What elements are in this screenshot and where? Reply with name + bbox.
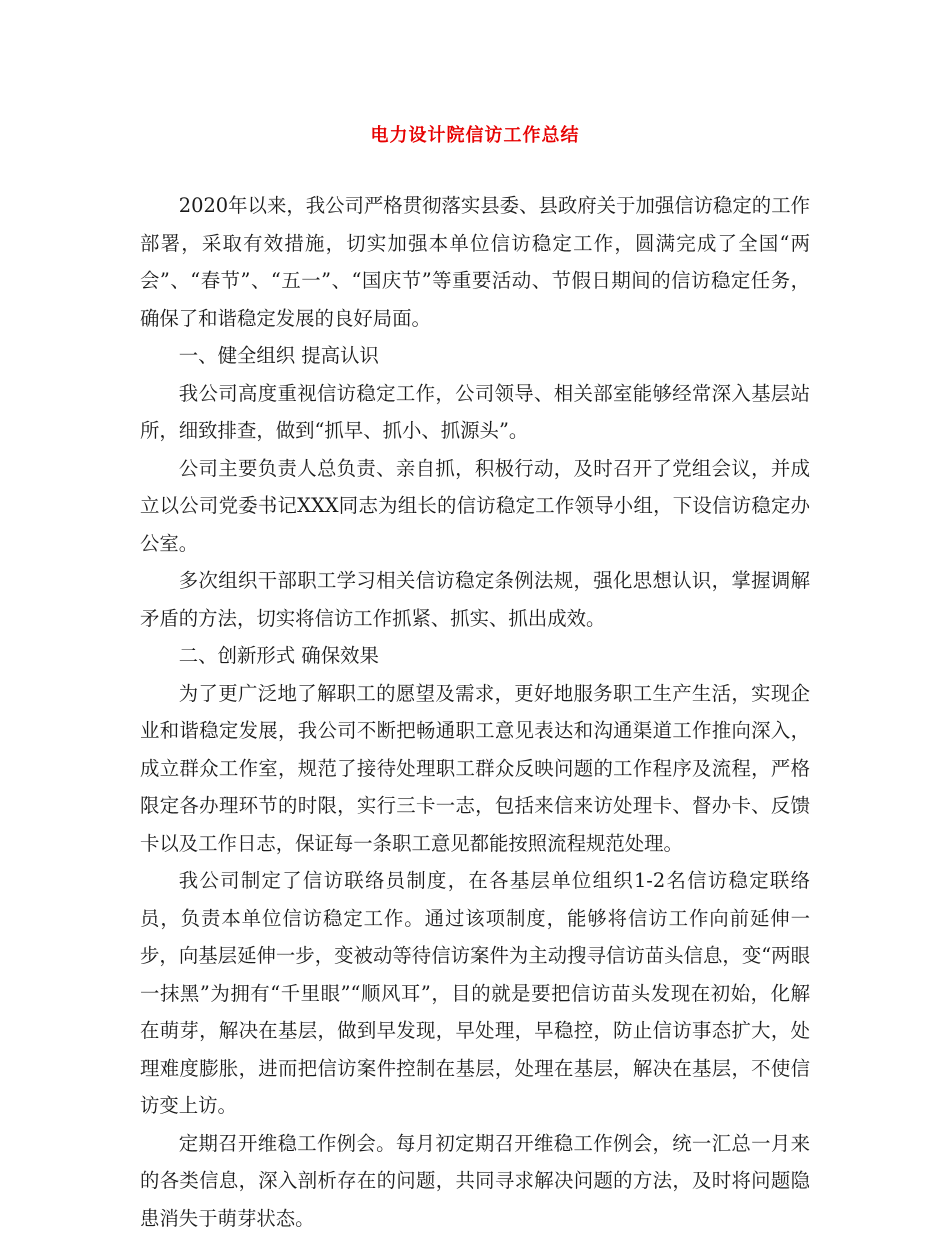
document-title: 电力设计院信访工作总结 (0, 121, 950, 147)
paragraph: 为了更广泛地了解职工的愿望及需求，更好地服务职工生产生活，实现企业和谐稳定发展，我公司不断把畅通职工意见表达和沟通渠道工作推向深入，成立群众工作室，规范了接待处理职工群众反映问题的工作程序及流程，严格限定各办理环节的时限，实行三卡一志，包括来信来访处理卡、督办卡、反馈卡以及工作日志，保证每一条职工意见都能按照流程规范处理。 (140, 675, 810, 863)
section-heading-2: 二、创新形式 确保效果 (140, 637, 810, 675)
section-heading-1: 一、健全组织 提高认识 (140, 337, 810, 375)
paragraph: 公司主要负责人总负责、亲自抓，积极行动，及时召开了党组会议，并成立以公司党委书记XXX同志为组长的信访稳定工作领导小组，下设信访稳定办公室。 (140, 450, 810, 563)
paragraph: 定期召开维稳工作例会。每月初定期召开维稳工作例会，统一汇总一月来的各类信息，深入剖析存在的问题，共同寻求解决问题的方法，及时将问题隐患消失于萌芽状态。 (140, 1125, 810, 1237)
paragraph: 我公司制定了信访联络员制度，在各基层单位组织1-2名信访稳定联络员，负责本单位信访稳定工作。通过该项制度，能够将信访工作向前延伸一步，向基层延伸一步，变被动等待信访案件为主动搜寻信访苗头信息，变“两眼一抹黑”为拥有“千里眼”“顺风耳”，目的就是要把信访苗头发现在初始，化解在萌芽，解决在基层，做到早发现，早处理，早稳控，防止信访事态扩大，处理难度膨胀，进而把信访案件控制在基层，处理在基层，解决在基层，不使信访变上访。 (140, 862, 810, 1125)
paragraph: 多次组织干部职工学习相关信访稳定条例法规，强化思想认识，掌握调解矛盾的方法，切实将信访工作抓紧、抓实、抓出成效。 (140, 562, 810, 637)
document-body (140, 187, 810, 1237)
paragraph: 我公司高度重视信访稳定工作，公司领导、相关部室能够经常深入基层站所，细致排查，做到“抓早、抓小、抓源头”。 (140, 375, 810, 450)
paragraph-intro: 2020年以来，我公司严格贯彻落实县委、县政府关于加强信访稳定的工作部署，采取有效措施，切实加强本单位信访稳定工作，圆满完成了全国“两会”、“春节”、“五一”、“国庆节”等重要活动、节假日期间的信访稳定任务，确保了和谐稳定发展的良好局面。 (140, 187, 810, 337)
